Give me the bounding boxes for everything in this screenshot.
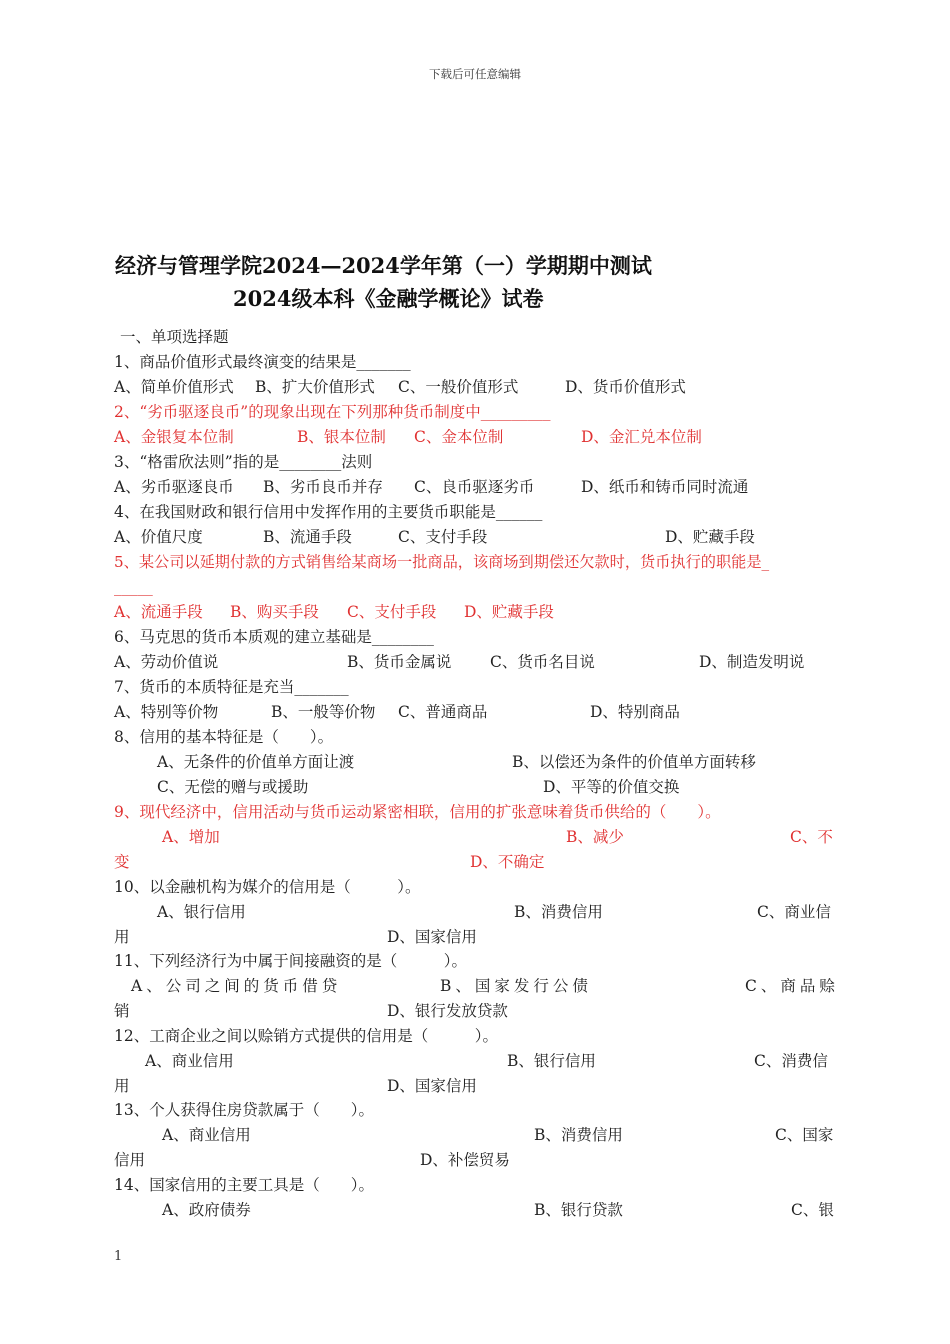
q3-option-b: B、劣币良币并存 xyxy=(263,478,383,496)
q13-option-c: C、国家 xyxy=(775,1126,834,1144)
q7-option-a: A、特别等价物 xyxy=(114,703,219,721)
q4-stem: 4、在我国财政和银行信用中发挥作用的主要货币职能是______ xyxy=(114,503,543,521)
q1-option-a: A、简单价值形式 xyxy=(114,378,234,396)
q3-option-d: D、纸币和铸币同时流通 xyxy=(581,478,749,496)
q1-stem: 1、商品价值形式最终演变的结果是_______ xyxy=(114,353,411,371)
q12-option-c: C、消费信 xyxy=(754,1052,828,1070)
q10-option-c-wrap: 用 xyxy=(114,928,130,946)
q2-option-b: B、银本位制 xyxy=(297,428,386,446)
q10-option-c: C、商业信 xyxy=(757,903,831,921)
q6-option-c: C、货币名目说 xyxy=(490,653,595,671)
q7-option-d: D、特别商品 xyxy=(590,703,680,721)
q11-option-c-wrap: 销 xyxy=(114,1002,130,1020)
q1-option-b: B、扩大价值形式 xyxy=(255,378,375,396)
q5-option-a: A、流通手段 xyxy=(114,603,203,621)
q6-option-d: D、制造发明说 xyxy=(699,653,805,671)
q9-option-c-wrap: 变 xyxy=(114,853,130,871)
q5-option-d: D、贮藏手段 xyxy=(464,603,554,621)
q6-option-a: A、劳动价值说 xyxy=(114,653,219,671)
q12-option-a: A、商业信用 xyxy=(145,1052,234,1070)
q8-option-c: C、无偿的赠与或援助 xyxy=(157,778,309,796)
q2-option-d: D、金汇兑本位制 xyxy=(581,428,702,446)
q3-stem: 3、“格雷欣法则”指的是________法则 xyxy=(114,453,373,471)
q14-stem: 14、国家信用的主要工具是（ ）。 xyxy=(114,1176,374,1194)
q2-stem: 2、“劣币驱逐良币”的现象出现在下列那种货币制度中_________ xyxy=(114,403,551,421)
q12-option-d: D、国家信用 xyxy=(387,1077,477,1095)
q6-option-b: B、货币金属说 xyxy=(347,653,452,671)
q3-option-a: A、劣币驱逐良币 xyxy=(114,478,234,496)
exam-title: 经济与管理学院2024—2024学年第（一）学期期中测试 xyxy=(115,253,652,278)
q3-option-c: C、良币驱逐劣币 xyxy=(414,478,535,496)
q4-option-a: A、价值尺度 xyxy=(114,528,203,546)
q5-stem-continuation: _____ xyxy=(114,578,153,596)
q5-option-b: B、购买手段 xyxy=(230,603,319,621)
q2-option-c: C、金本位制 xyxy=(414,428,504,446)
q13-option-b: B、消费信用 xyxy=(534,1126,623,1144)
q14-option-c: C、银 xyxy=(791,1201,834,1219)
q4-option-d: D、贮藏手段 xyxy=(665,528,755,546)
q9-option-b: B、减少 xyxy=(566,828,624,846)
q12-stem: 12、工商企业之间以赊销方式提供的信用是（ ）。 xyxy=(114,1027,498,1045)
q9-option-d: D、不确定 xyxy=(470,853,545,871)
q7-option-c: C、普通商品 xyxy=(398,703,488,721)
q13-option-c-wrap: 信用 xyxy=(114,1151,146,1169)
q9-stem: 9、现代经济中，信用活动与货币运动紧密相联，信用的扩张意味着货币供给的（ ）。 xyxy=(114,803,721,821)
q13-option-a: A、商业信用 xyxy=(162,1126,251,1144)
q8-option-a: A、无条件的价值单方面让渡 xyxy=(157,753,355,771)
q14-option-a: A、政府债券 xyxy=(162,1201,251,1219)
q14-option-b: B、银行贷款 xyxy=(534,1201,623,1219)
q11-option-b: B、国家发行公债 xyxy=(440,977,592,995)
q10-option-b: B、消费信用 xyxy=(514,903,603,921)
q9-option-a: A、增加 xyxy=(162,828,220,846)
q4-option-c: C、支付手段 xyxy=(398,528,488,546)
q8-option-d: D、平等的价值交换 xyxy=(543,778,680,796)
q11-option-d: D、银行发放贷款 xyxy=(387,1002,508,1020)
q6-stem: 6、马克思的货币本质观的建立基础是________ xyxy=(114,628,434,646)
q5-stem: 5、某公司以延期付款的方式销售给某商场一批商品，该商场到期偿还欠款时，货币执行的职能是_ xyxy=(114,553,770,571)
q12-option-c-wrap: 用 xyxy=(114,1077,130,1095)
q10-option-a: A、银行信用 xyxy=(157,903,246,921)
q1-option-d: D、货币价值形式 xyxy=(565,378,686,396)
page-number: 1 xyxy=(114,1249,123,1264)
q9-option-c: C、不 xyxy=(790,828,833,846)
q2-option-a: A、金银复本位制 xyxy=(114,428,234,446)
q12-option-b: B、银行信用 xyxy=(507,1052,596,1070)
exam-subtitle: 2024级本科《金融学概论》试卷 xyxy=(233,286,544,311)
q11-stem: 11、下列经济行为中属于间接融资的是（ ）。 xyxy=(114,952,467,970)
q4-option-b: B、流通手段 xyxy=(263,528,352,546)
q10-option-d: D、国家信用 xyxy=(387,928,477,946)
q1-option-c: C、一般价值形式 xyxy=(398,378,519,396)
q11-option-c: C、商品赊 xyxy=(745,977,839,995)
section-heading: 一、单项选择题 xyxy=(120,328,229,346)
q10-stem: 10、以金融机构为媒介的信用是（ ）。 xyxy=(114,878,421,896)
q5-option-c: C、支付手段 xyxy=(347,603,437,621)
header-note: 下载后可任意编辑 xyxy=(429,67,521,81)
q7-stem: 7、货币的本质特征是充当_______ xyxy=(114,678,349,696)
q13-option-d: D、补偿贸易 xyxy=(420,1151,510,1169)
q13-stem: 13、个人获得住房贷款属于（ ）。 xyxy=(114,1101,374,1119)
q7-option-b: B、一般等价物 xyxy=(271,703,376,721)
q11-option-a: A、公司之间的货币借贷 xyxy=(131,977,342,995)
q8-stem: 8、信用的基本特征是（ ）。 xyxy=(114,728,334,746)
q8-option-b: B、以偿还为条件的价值单方面转移 xyxy=(512,753,756,771)
